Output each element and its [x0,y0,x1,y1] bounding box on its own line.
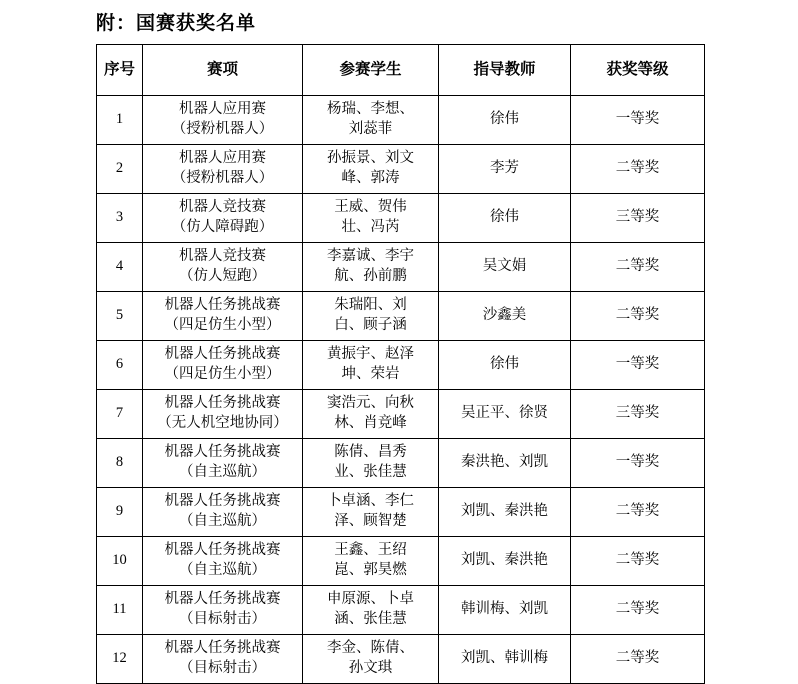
cell-event [143,243,303,292]
award-list-table [96,44,705,684]
cell-award-line: 二等奖 [615,307,660,324]
cell-no: 4 [97,243,143,292]
column-header-students: 参赛学生 [303,45,439,96]
cell-teachers [439,292,571,341]
cell-students [303,635,439,684]
cell-no: 11 [97,586,143,635]
cell-event-line: （授粉机器人） [171,121,274,137]
cell-students-line: 林、肖竞峰 [334,415,407,431]
title-prefix: 附： [96,13,137,34]
column-header-teachers: 指导教师 [439,45,571,96]
cell-students [303,586,439,635]
cell-award-line: 二等奖 [615,552,660,569]
cell-teachers-line: 沙鑫美 [482,307,527,324]
cell-teachers [439,243,571,292]
page-title [96,8,256,35]
cell-award [571,537,705,586]
table-row [97,488,705,537]
cell-event-line: （四足仿生小型） [164,317,281,333]
cell-event-line: （无人机空地协同） [157,415,288,431]
cell-event-line: （目标射击） [179,611,266,627]
cell-event [143,635,303,684]
cell-students-line: 泽、顾智楚 [334,513,407,529]
cell-award [571,96,705,145]
cell-teachers [439,96,571,145]
cell-award-line: 三等奖 [615,209,660,226]
table-header-row [97,45,705,96]
cell-students-line: 朱瑞阳、刘 [334,297,407,314]
cell-award-line: 二等奖 [615,503,660,520]
cell-award-line: 一等奖 [615,111,660,128]
cell-event-line: （目标射击） [179,660,266,676]
table-row [97,194,705,243]
cell-students-line: 坤、荣岩 [341,366,400,382]
column-header-event: 赛项 [143,45,303,96]
cell-event [143,145,303,194]
cell-event [143,341,303,390]
cell-teachers-line: 刘凯、韩训梅 [461,650,548,667]
cell-no: 9 [97,488,143,537]
cell-event-line: （四足仿生小型） [164,366,281,382]
table-row [97,635,705,684]
cell-students-line: 峰、郭涛 [341,170,400,186]
cell-teachers-line: 徐伟 [490,209,519,226]
cell-award [571,488,705,537]
table-row [97,145,705,194]
cell-award [571,390,705,439]
cell-event [143,194,303,243]
cell-award [571,635,705,684]
cell-event-line: 机器人竞技赛 [179,248,266,265]
cell-students-line: 孙文琪 [348,660,393,676]
cell-students-line: 黄振宇、赵泽 [327,346,414,363]
cell-students [303,537,439,586]
cell-event [143,537,303,586]
cell-award-line: 三等奖 [615,405,660,422]
cell-award-line: 二等奖 [615,258,660,275]
cell-event [143,586,303,635]
cell-students [303,488,439,537]
cell-no: 8 [97,439,143,488]
table-row [97,586,705,635]
cell-students [303,145,439,194]
table-row [97,96,705,145]
cell-no: 3 [97,194,143,243]
cell-event-line: 机器人竞技赛 [179,199,266,216]
cell-students-line: 李金、陈倩、 [327,640,414,657]
cell-award [571,145,705,194]
cell-award-line: 一等奖 [615,356,660,373]
cell-teachers [439,586,571,635]
cell-students-line: 白、顾子涵 [334,317,407,333]
cell-students-line: 窦浩元、向秋 [327,395,414,412]
table-row [97,537,705,586]
cell-no: 5 [97,292,143,341]
cell-event-line: （授粉机器人） [171,170,274,186]
cell-event-line: 机器人应用赛 [179,150,266,167]
cell-teachers [439,537,571,586]
cell-award [571,439,705,488]
cell-students-line: 王鑫、王绍 [334,542,407,559]
cell-no: 12 [97,635,143,684]
table-header [97,45,705,96]
cell-event [143,390,303,439]
table-row [97,439,705,488]
cell-award [571,586,705,635]
cell-award-line: 一等奖 [615,454,660,471]
cell-teachers-line: 李芳 [490,160,519,177]
cell-students-line: 李嘉诚、李宇 [327,248,414,265]
cell-event [143,292,303,341]
cell-award [571,194,705,243]
cell-event-line: （仿人障碍跑） [171,219,274,235]
cell-students [303,341,439,390]
cell-students [303,194,439,243]
cell-award [571,341,705,390]
cell-no: 1 [97,96,143,145]
cell-students-line: 卜卓涵、李仁 [327,493,414,510]
cell-teachers [439,488,571,537]
cell-event-line: 机器人任务挑战赛 [164,640,281,657]
column-header-no: 序号 [97,45,143,96]
cell-award-line: 二等奖 [615,160,660,177]
cell-no: 10 [97,537,143,586]
cell-award-line: 二等奖 [615,601,660,618]
cell-students-line: 王威、贺伟 [334,199,407,216]
cell-event-line: （仿人短跑） [179,268,266,284]
cell-teachers-line: 吴文娟 [482,258,527,275]
cell-teachers [439,194,571,243]
cell-event-line: 机器人应用赛 [179,101,266,118]
table-row [97,243,705,292]
cell-students [303,390,439,439]
cell-teachers-line: 刘凯、秦洪艳 [461,503,548,520]
cell-award [571,243,705,292]
column-header-award: 获奖等级 [571,45,705,96]
cell-teachers [439,439,571,488]
cell-award [571,292,705,341]
table-body [97,96,705,684]
title-text: 国赛获奖名单 [136,13,257,34]
cell-students-line: 业、张佳慧 [334,464,407,480]
cell-students-line: 杨瑞、李想、 [327,101,414,118]
cell-students-line: 崑、郭昊燃 [334,562,407,578]
cell-students [303,292,439,341]
cell-teachers-line: 秦洪艳、刘凯 [461,454,548,471]
cell-no: 2 [97,145,143,194]
cell-event-line: 机器人任务挑战赛 [164,591,281,608]
cell-event-line: 机器人任务挑战赛 [164,542,281,559]
cell-event [143,96,303,145]
cell-teachers-line: 吴正平、徐贤 [461,405,548,422]
cell-no: 7 [97,390,143,439]
cell-students-line: 航、孙前鹏 [334,268,407,284]
cell-students-line: 陈倩、昌秀 [334,444,407,461]
table-row [97,292,705,341]
cell-event-line: 机器人任务挑战赛 [164,395,281,412]
cell-event-line: （自主巡航） [179,513,266,529]
cell-students-line: 申原源、卜卓 [327,591,414,608]
cell-award-line: 二等奖 [615,650,660,667]
cell-event-line: 机器人任务挑战赛 [164,346,281,363]
cell-students-line: 孙振景、刘文 [327,150,414,167]
cell-students [303,243,439,292]
cell-students-line: 壮、冯芮 [341,219,400,235]
cell-students-line: 刘蕊菲 [348,121,393,137]
cell-students [303,96,439,145]
cell-teachers-line: 韩训梅、刘凯 [461,601,548,618]
cell-teachers [439,341,571,390]
table-row [97,341,705,390]
cell-teachers-line: 刘凯、秦洪艳 [461,552,548,569]
cell-teachers [439,390,571,439]
cell-event-line: （自主巡航） [179,464,266,480]
table-row [97,390,705,439]
cell-event [143,488,303,537]
cell-event-line: 机器人任务挑战赛 [164,444,281,461]
cell-event-line: 机器人任务挑战赛 [164,493,281,510]
cell-no: 6 [97,341,143,390]
cell-students-line: 涵、张佳慧 [334,611,407,627]
cell-event-line: 机器人任务挑战赛 [164,297,281,314]
cell-teachers-line: 徐伟 [490,111,519,128]
cell-event [143,439,303,488]
cell-teachers [439,145,571,194]
cell-teachers-line: 徐伟 [490,356,519,373]
cell-teachers [439,635,571,684]
cell-event-line: （自主巡航） [179,562,266,578]
cell-students [303,439,439,488]
